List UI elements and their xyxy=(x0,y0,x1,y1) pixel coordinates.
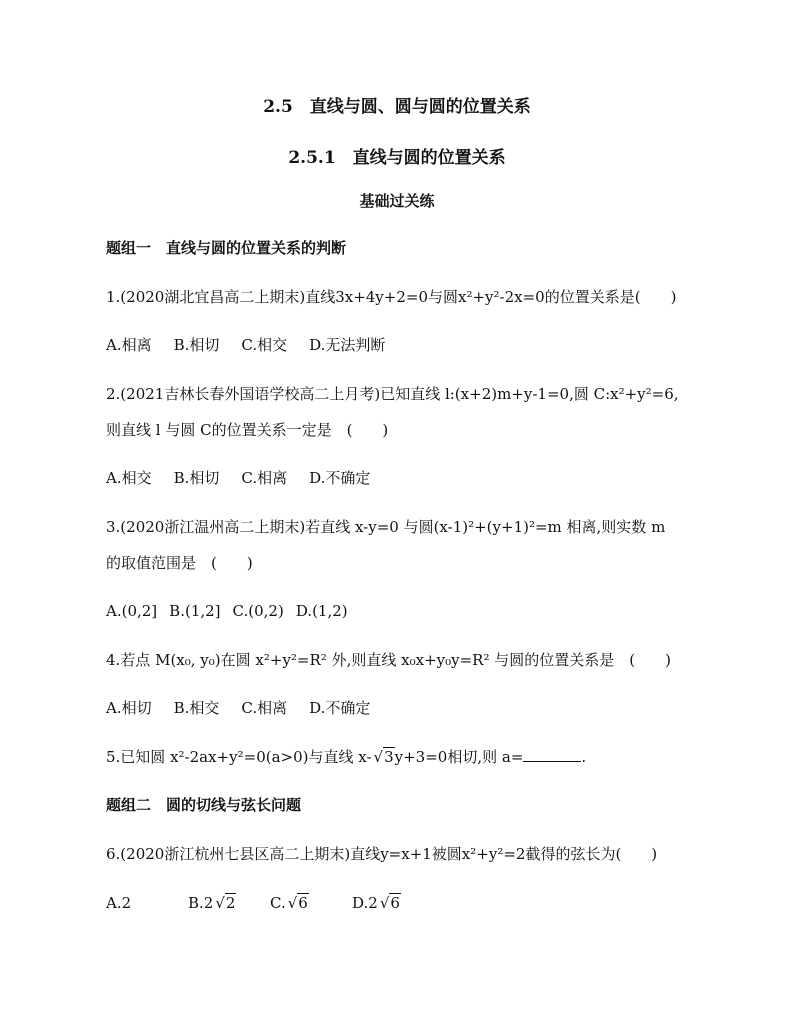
group-heading-2: 题组二 圆的切线与弦长问题 xyxy=(106,796,302,814)
option-a: A.(0,2] xyxy=(106,602,158,620)
section-title: 基础过关练 xyxy=(359,192,435,210)
radicand: 6 xyxy=(390,894,400,912)
question-2-line-2: 则直线 l 与圆 C的位置关系一定是 ( ) xyxy=(106,421,389,439)
option-b xyxy=(188,893,270,913)
option-c: C.相离 xyxy=(241,469,288,487)
sqrt-expression: √2 xyxy=(215,894,236,912)
sqrt-expression: √6 xyxy=(287,894,308,912)
group-heading-1: 题组一 直线与圆的位置关系的判断 xyxy=(106,239,347,257)
option-c: C.(0,2) xyxy=(232,602,284,620)
option-c: C.相离 xyxy=(241,699,288,717)
question-5-text-mid: y+3=0相切,则 a= xyxy=(394,748,524,766)
question-1: 1.(2020湖北宜昌高二上期末)直线3x+4y+2=0与圆x²+y²-2x=0的位置关系是( ) xyxy=(106,288,677,306)
sqrt-expression: √6 xyxy=(379,894,400,912)
radicand: 6 xyxy=(298,894,308,912)
question-4-options xyxy=(106,698,392,718)
question-3-line-1: 3.(2020浙江温州高二上期末)若直线 x-y=0 与圆(x-1)²+(y+1)²=m 相离,则实数 m xyxy=(106,518,666,536)
question-5 xyxy=(106,747,586,767)
option-d: D.不确定 xyxy=(309,469,371,487)
option-c: C.相交 xyxy=(241,336,288,354)
question-5-text-start: 5.已知圆 x²-2ax+y²=0(a>0)与直线 x- xyxy=(106,748,372,766)
option-b: B.相切 xyxy=(173,336,220,354)
option-c xyxy=(270,893,352,913)
question-3-options xyxy=(106,601,370,621)
option-a: A.相切 xyxy=(106,699,152,717)
main-title: 2.5 直线与圆、圆与圆的位置关系 xyxy=(263,97,531,117)
option-b: B.相切 xyxy=(173,469,220,487)
option-a: A.相交 xyxy=(106,469,152,487)
question-3-line-2: 的取值范围是 ( ) xyxy=(106,554,253,572)
option-d xyxy=(352,893,401,913)
radicand: 2 xyxy=(225,894,236,912)
option-b: B.相交 xyxy=(173,699,220,717)
radicand: 3 xyxy=(384,748,394,766)
option-d: D.不确定 xyxy=(309,699,371,717)
question-2-options xyxy=(106,468,392,488)
option-d-prefix: D.2 xyxy=(352,894,378,912)
option-b-prefix: B.2 xyxy=(188,894,214,912)
question-5-text-end: . xyxy=(581,748,587,766)
option-b: B.(1,2] xyxy=(169,602,221,620)
option-c-prefix: C. xyxy=(270,894,286,912)
option-a: A.2 xyxy=(106,894,132,912)
question-1-options xyxy=(106,335,407,355)
sqrt-expression: √3 xyxy=(373,748,394,766)
option-d: D.无法判断 xyxy=(309,336,386,354)
option-d: D.(1,2) xyxy=(295,602,348,620)
question-4: 4.若点 M(x₀, y₀)在圆 x²+y²=R² 外,则直线 x₀x+y₀y=R² 与圆的位置关系是 ( ) xyxy=(106,651,671,669)
question-2-line-1: 2.(2021吉林长春外国语学校高二上月考)已知直线 l:(x+2)m+y-1=0,圆 C:x²+y²=6, xyxy=(106,385,679,403)
question-6-options xyxy=(106,893,401,913)
option-a: A.相离 xyxy=(106,336,152,354)
question-6: 6.(2020浙江杭州七县区高二上期末)直线y=x+1被圆x²+y²=2截得的弦长为( ) xyxy=(106,845,658,863)
answer-blank[interactable] xyxy=(523,747,581,762)
sub-title: 2.5.1 直线与圆的位置关系 xyxy=(288,148,506,168)
